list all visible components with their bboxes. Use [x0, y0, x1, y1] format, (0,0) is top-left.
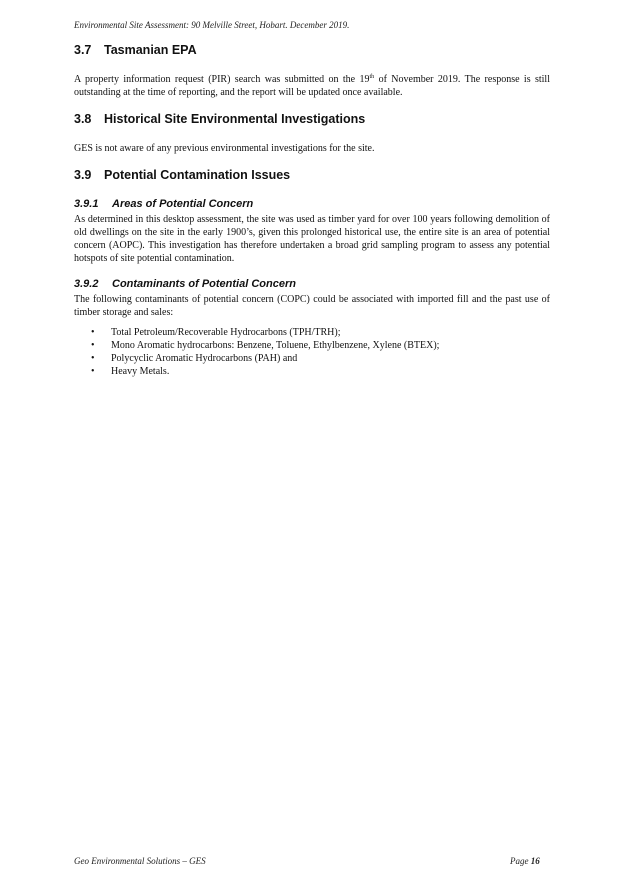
subsection-number: 3.9.1: [74, 198, 99, 210]
section-title: Historical Site Environmental Investigations: [104, 112, 366, 126]
section-3-8-heading: [74, 112, 550, 126]
list-item-text: Total Petroleum/Recoverable Hydrocarbons (TPH/TRH);: [111, 327, 341, 338]
subsection-3-9-2-heading: [74, 278, 550, 290]
list-item-text: Polycyclic Aromatic Hydrocarbons (PAH) and: [111, 353, 298, 364]
section-title: Potential Contamination Issues: [104, 168, 291, 182]
section-3-9-heading: [74, 168, 550, 182]
list-item: [74, 365, 550, 378]
bullet-icon: •: [91, 340, 95, 351]
footer-page-number: [510, 856, 540, 866]
page-content: [74, 43, 550, 378]
ordinal-superscript: th: [369, 74, 375, 80]
section-3-8-paragraph: GES is not aware of any previous environmental investigations for the site.: [74, 143, 375, 154]
section-title: Tasmanian EPA: [104, 43, 197, 57]
page-number: 16: [530, 856, 540, 866]
list-item: [74, 326, 550, 339]
list-item-text: Mono Aromatic hydrocarbons: Benzene, Toluene, Ethylbenzene, Xylene (BTEX);: [111, 340, 440, 351]
list-item-text: Heavy Metals.: [111, 366, 170, 377]
subsection-title: Contaminants of Potential Concern: [112, 278, 296, 290]
subsection-title: Areas of Potential Concern: [112, 198, 254, 210]
page-label: Page: [510, 856, 529, 866]
bullet-icon: •: [91, 353, 95, 364]
subsection-3-9-2-paragraph: The following contaminants of potential concern (COPC) could be associated with imported fill and the past use of timber storage and sales:: [74, 294, 550, 318]
bullet-icon: •: [91, 327, 95, 338]
running-header: Environmental Site Assessment: 90 Melville Street, Hobart. December 2019.: [74, 20, 350, 30]
bullet-icon: •: [91, 366, 95, 377]
paragraph-text: A property information request (PIR) search was submitted on the 19: [74, 74, 370, 85]
section-number: 3.7: [74, 43, 92, 57]
list-item: [74, 339, 550, 352]
list-item: [74, 352, 550, 365]
subsection-3-9-1-heading: [74, 198, 550, 210]
section-number: 3.9: [74, 168, 92, 182]
section-3-7-paragraph: [74, 73, 550, 99]
paragraph-text: of November 2019. The response is still outstanding at the time of reporting, and the report will be updated once available.: [74, 74, 550, 98]
contaminant-list: [74, 326, 550, 378]
subsection-3-9-1-paragraph: As determined in this desktop assessment, the site was used as timber yard for over 100 years following demolition of old dwellings on the site in the early 1900’s, given this prolonged historical use, the entire site is an area of potential concern (AOPC). This investigation has therefore undertaken a broad grid sampling program to assess any potential hotspots of site potential contamination.: [74, 214, 550, 264]
section-3-7-heading: [74, 43, 550, 57]
subsection-number: 3.9.2: [74, 278, 99, 290]
section-number: 3.8: [74, 112, 92, 126]
footer-company: Geo Environmental Solutions – GES: [74, 856, 206, 866]
